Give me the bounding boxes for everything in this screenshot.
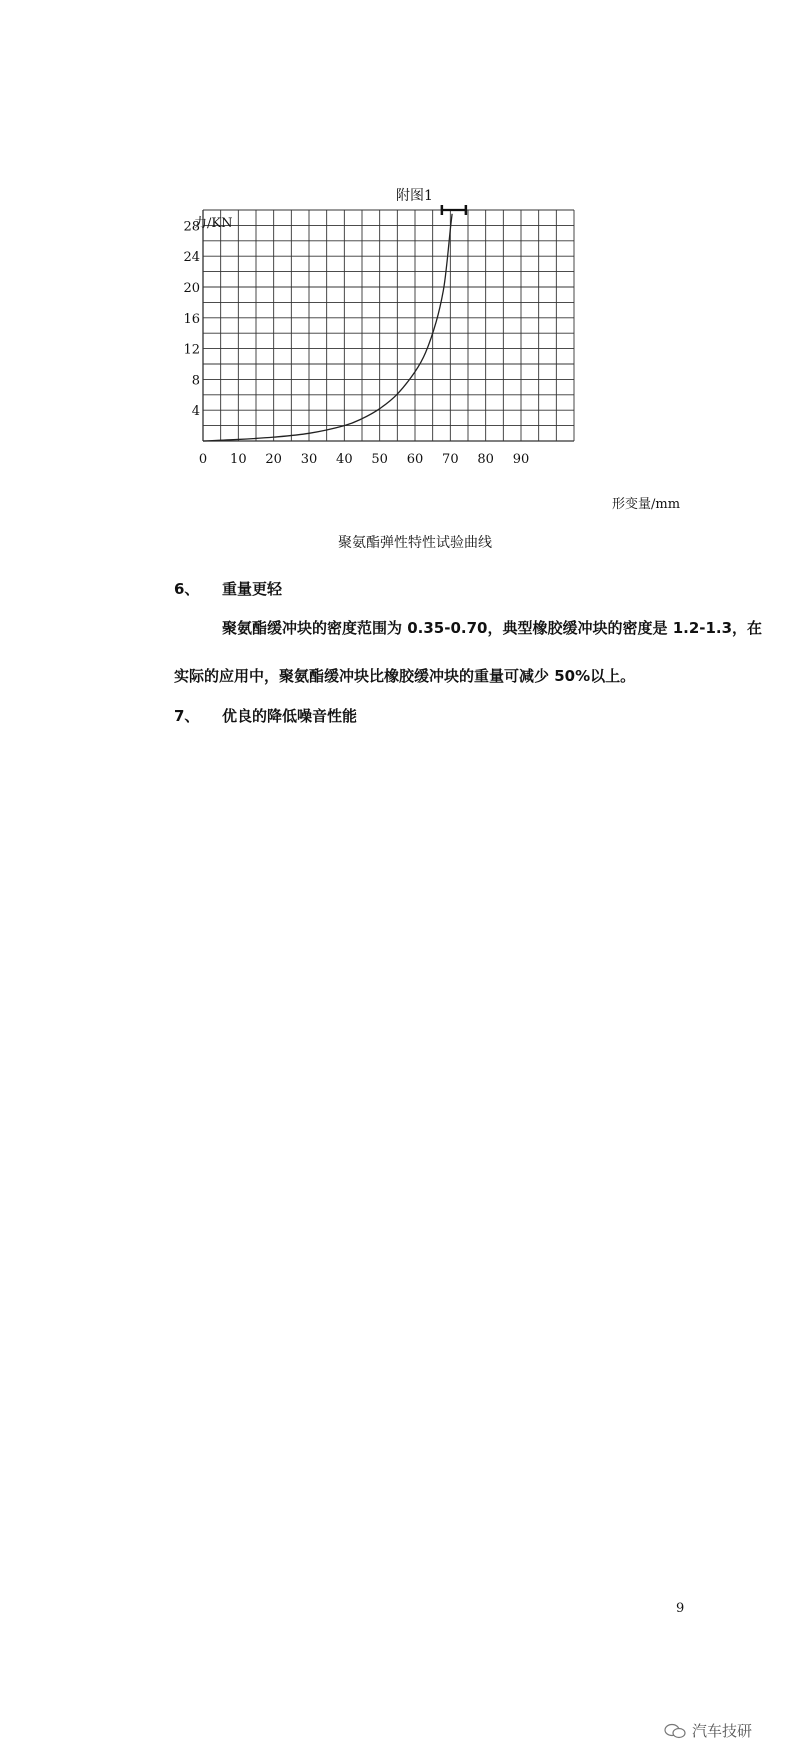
x-tick-label: 90 [512, 452, 530, 467]
x-axis-label: 形变量/mm [612, 497, 681, 512]
section-number: 7、 [174, 707, 200, 725]
paragraph-line-1: 聚氨酯缓冲块的密度范围为 0.35-0.70，典型橡胶缓冲块的密度是 1.2-1.3，在 [222, 619, 763, 637]
x-tick-label: 0 [198, 452, 208, 467]
x-tick-label: 20 [265, 452, 282, 467]
chart-grid [203, 210, 574, 441]
y-tick-label: 20 [183, 281, 200, 296]
x-tick-label: 50 [371, 452, 388, 467]
top-marker [442, 205, 466, 215]
x-tick-label: 70 [442, 452, 459, 467]
x-tick-label: 80 [477, 452, 494, 467]
figure-caption-bottom: 聚氨酯弹性特性试验曲线 [338, 535, 492, 551]
paragraph-line-2: 实际的应用中，聚氨酯缓冲块比橡胶缓冲块的重量可减少 50%以上。 [174, 667, 636, 685]
y-tick-label: 12 [183, 342, 200, 358]
section-title: 优良的降低噪音性能 [222, 707, 358, 725]
x-tick-label: 30 [300, 452, 318, 467]
y-tick-label: 8 [191, 373, 200, 389]
watermark-text: 汽车技研 [692, 1722, 753, 1740]
section-title: 重量更轻 [222, 580, 283, 598]
y-tick-label: 4 [191, 404, 200, 420]
force-deformation-chart [183, 210, 681, 520]
x-tick-label: 10 [230, 452, 247, 467]
section-number: 6、 [174, 580, 200, 598]
y-axis-label: 力/KN [194, 216, 233, 231]
x-tick-label: 60 [406, 452, 424, 467]
y-tick-label: 28 [183, 219, 200, 235]
watermark [664, 1720, 752, 1741]
x-tick-label: 40 [336, 452, 353, 467]
y-tick-label: 24 [183, 250, 200, 266]
wechat-logo-icon [664, 1723, 686, 1739]
y-tick-label: 16 [183, 311, 200, 327]
figure-caption-top: 附图1 [396, 188, 433, 204]
page-number: 9 [676, 1601, 685, 1616]
